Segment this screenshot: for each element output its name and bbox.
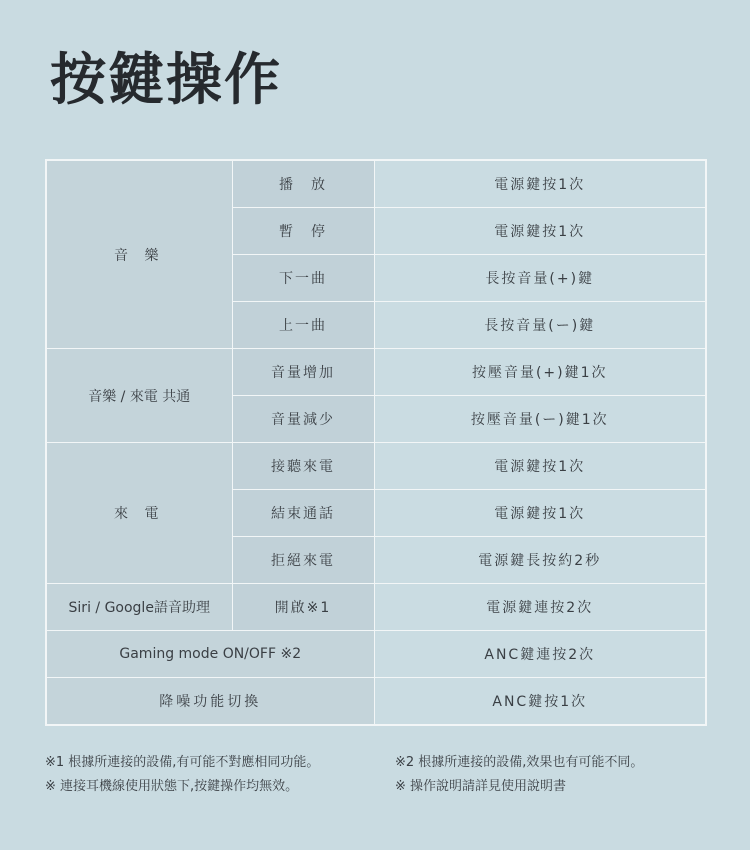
result-cell: ANC鍵按1次: [374, 678, 706, 726]
action-cell: 拒絕來電: [232, 537, 374, 584]
group-gaming: Gaming mode ON/OFF ※2: [46, 631, 374, 678]
result-cell: 電源鍵長按約2秒: [374, 537, 706, 584]
button-operations-table: [45, 159, 707, 726]
action-cell: 音量減少: [232, 396, 374, 443]
footnote-4: ※ 操作說明請詳見使用說明書: [395, 778, 567, 794]
page-title: 按鍵操作: [50, 47, 282, 113]
group-anc: 降噪功能切換: [46, 678, 374, 726]
group-music: 音 樂: [46, 160, 232, 349]
footnote-3: ※ 連接耳機線使用狀態下,按鍵操作均無效。: [45, 778, 299, 794]
action-cell: 暫 停: [232, 208, 374, 255]
result-cell: 電源鍵按1次: [374, 160, 706, 208]
footnotes: [45, 748, 705, 796]
result-cell: 電源鍵按1次: [374, 490, 706, 537]
result-cell: 按壓音量(ー)鍵1次: [374, 396, 706, 443]
table-row: [46, 631, 706, 678]
table-row: [46, 349, 706, 396]
table-row: [46, 678, 706, 726]
group-assistant: Siri / Google語音助理: [46, 584, 232, 631]
footnote-row: [45, 772, 705, 796]
result-cell: 電源鍵連按2次: [374, 584, 706, 631]
table-row: [46, 584, 706, 631]
footnote-1: ※1 根據所連接的設備,有可能不對應相同功能。: [45, 754, 320, 770]
table-row: [46, 160, 706, 208]
result-cell: 長按音量(+)鍵: [374, 255, 706, 302]
action-cell: 播 放: [232, 160, 374, 208]
table-row: [46, 443, 706, 490]
footnote-2: ※2 根據所連接的設備,效果也有可能不同。: [395, 754, 644, 770]
footnote-row: [45, 748, 705, 772]
action-cell: 接聽來電: [232, 443, 374, 490]
result-cell: ANC鍵連按2次: [374, 631, 706, 678]
result-cell: 按壓音量(+)鍵1次: [374, 349, 706, 396]
result-cell: 長按音量(ー)鍵: [374, 302, 706, 349]
action-cell: 上一曲: [232, 302, 374, 349]
action-cell: 下一曲: [232, 255, 374, 302]
group-call: 來 電: [46, 443, 232, 584]
action-cell: 開啟※1: [232, 584, 374, 631]
group-shared: 音樂 / 來電 共通: [46, 349, 232, 443]
result-cell: 電源鍵按1次: [374, 208, 706, 255]
action-cell: 音量增加: [232, 349, 374, 396]
result-cell: 電源鍵按1次: [374, 443, 706, 490]
action-cell: 結束通話: [232, 490, 374, 537]
